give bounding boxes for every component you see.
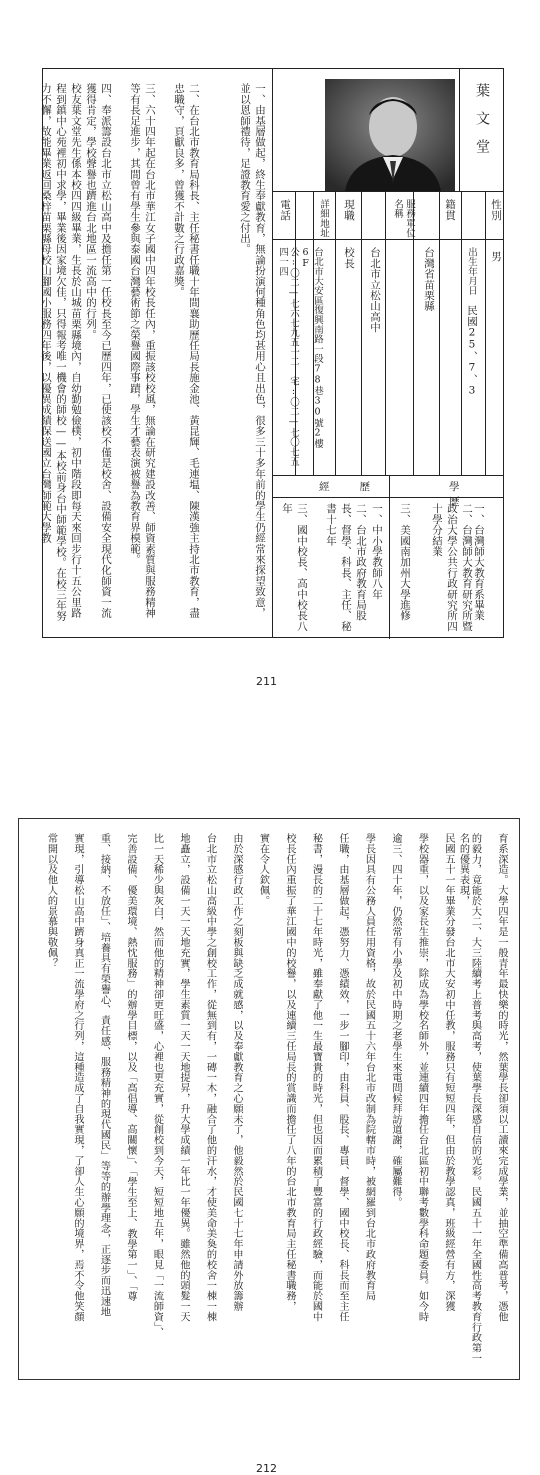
bio-paragraph-1: 一、由基層做起，終生奉獻教育，無論扮演何種角色均甚用心且出色，很多三十多年前的學生仍經常來探望致意，並以恩師禮待，足證教育愛之付出。: [239, 83, 266, 618]
page-number-2: 212: [256, 1462, 277, 1475]
title-label: 現職: [343, 199, 355, 221]
text-column: 台北市立松山高級中學之創校工作，從無到有，一磚一木，融合了他的汗水，才使美命美奐的校舍一棟一棟: [204, 833, 216, 1322]
experience-item-1: 一、中小學教師八年: [371, 503, 383, 600]
text-column: 完善設備、優美環境、熱忱服務」的辦學目標，以及「高倡導、高關懷」、「學生至上、教學第一」、「尊: [125, 833, 136, 1302]
origin-label: 籍貫: [444, 199, 456, 221]
profile-header: [273, 69, 503, 192]
text-column: 實在令人欽佩。: [257, 833, 269, 906]
birth-label: 出生年月日: [466, 247, 477, 296]
experience-label: 經歷: [319, 481, 400, 493]
post-value: 台北市立松山高中: [369, 247, 381, 333]
page-211: [0, 0, 540, 700]
text-column: 學校器重，以及家長生推崇，除成為學校名師外，並連續四年擔任台北區初中聯考數學科命題委員。如今時: [416, 833, 428, 1322]
page-212-text-frame: [18, 818, 520, 1380]
profile-panel: [272, 69, 503, 637]
education-item-2: 二、台灣師大教育研究所暨政治大學公共行政研究所四十學分結業: [431, 503, 473, 632]
text-column: 民國五十一年畢業分發台北市大安初中任教，服務只有短短四年，但由於教學認真，班級經營有方，深獲: [443, 833, 454, 1312]
text-column: 校長任內重振了華江國中的校譽，以及連續三任局長的賞識而擔任了八年的台北市教育局主任秘書職務，: [284, 833, 295, 1312]
phone-label: 電話: [279, 199, 291, 221]
gender-value: 男: [490, 251, 502, 262]
text-column: 地矗立，設備一天一天地充實，學生素質一天一天地提昇，升大學成績一年比一年優異。雖然他的頭髮一天: [178, 833, 189, 1322]
text-column: 重、接納、不放任」、培養具有榮譽心、責任感、服務精神的現代國民」等等的辦學理念，正逐步而迅速地: [98, 833, 110, 1317]
portrait-photo: [325, 79, 455, 191]
bio-paragraph-4: 四、奉派籌設台北市立松山高中及擔任第一任校長至今已歷四年，已使該校不僅是校舍、設備安全現代化師資一流獲得肯定，學校聲譽也躋進台北地區一流高中的行列。: [85, 83, 112, 618]
experience-item-2: 二、台北市政府教育局股長、督學、科長、主任、秘書十七年: [325, 503, 367, 632]
education-item-3: 三、美國南加州大學進修: [399, 503, 411, 621]
profile-fields: [273, 191, 503, 476]
title-value: 校長: [343, 247, 355, 269]
text-column: 逾三、四十年，仍然常有小學及初中時期之老學生來電問候拜訪道謝，確屬難得。: [390, 833, 401, 1208]
text-column: 常開以及他人的景慕與敬佩？: [45, 833, 57, 969]
text-column: 秘書，漫長的二十七年時光，雖奉獻了他一生最寶貴的時光，但也因而累積了豐富的行政經驗，而能於國中: [310, 833, 322, 1322]
biography-panel: [40, 69, 272, 637]
experience-item-3: 三、國中校長、高中校長八年: [281, 503, 308, 632]
bio-paragraph-2: 二、在台北市教育局科長、主任秘書任職十年間襄助歷任局長施金池、黃昆輝、毛連塭、陳漢強主持北市教育，盡忠職守，頁獻良多，曾獲不計數之行政嘉獎。: [173, 83, 200, 618]
page-number: 211: [256, 675, 277, 688]
bio-closing: 校友葉文堂先生係本校四四級畢業，生長於山城苗栗縣境內，自幼勤勉儉樸，初中階段即每天來回步行十五公里路程到鎮中心苑裡初中求學，畢業後因家境欠佳，只得報考唯一機會的師校——本校前身台中師範學校。在校三年努力不懈，故能畢業返回桑梓苗栗縣母校山腳國小服務四年後，以優異成績保送國立台灣師範大學教: [40, 83, 82, 621]
post-label: 服務單位名稱: [392, 199, 415, 238]
portrait-icon: [325, 79, 455, 191]
text-column: 的毅力，竟能於大二、大三陸續考上普考與高考，使葉學長深感自信的光彩。民國五十一年全國性高考教育行政第一名的優異表現，: [457, 833, 481, 1364]
profile-frame: [42, 68, 504, 638]
name-label: 葉文堂: [474, 83, 490, 167]
address-value: 台北市大安區復興南路一段78巷30號2樓6F: [300, 247, 323, 449]
gender-label: 性別: [490, 199, 502, 221]
text-column: 學長因具有公務人員任用資格，故於民國五十六年台北市改制為院轄市時，被網羅到台北市政府教育局: [363, 833, 375, 1301]
name-box: [459, 69, 503, 191]
origin-value: 台灣省苗栗縣: [423, 247, 435, 312]
phone-value: 公:〇二—七六七九五一二 宅:〇二—七〇七五四一四: [277, 247, 299, 467]
bio-paragraph-3: 三、六十四年起在台北市華江女子國中四年校長任內，重振該校校風，無論在研究建設改善、師資素質與服務精神等有長足進步，其間曾有學生參與泰國台灣藝術節之榮譽國際事蹟，學生才藝表演被譽為教育界模範。: [129, 83, 156, 618]
text-column: 育系深造。大學四年是一般青年最快樂的時光，然葉學長卻須以工讀來完成學業，並抽空準備高普考，憑他: [496, 833, 507, 1322]
education-item-1: 一、台灣師大教育系畢業: [473, 503, 485, 621]
text-column: 實現，引導松山高中躋身真正一流學府之行列，這種造成了自我實現，了卻人生心願的境界，焉不令他笑顏: [72, 833, 83, 1322]
birth-value: 民國25、7、3: [466, 305, 478, 397]
education-label: 學歷: [449, 481, 490, 508]
text-column: 任職，由基層做起，憑努力、憑績效，一步一腳印，由科員、股長、專員、督學、國中校長、科長而至主任: [337, 833, 348, 1322]
text-column: 由於深感行政工作之刻板與缺乏成就感，以及奉獻教育之心願未了，他毅然於民國七十七年申請外放籌辦: [231, 833, 242, 1312]
address-label: 詳細地址: [318, 199, 329, 238]
text-column: 比一天稀少與灰白，然而他的精神卻更旺盛，心裡也更充實，從創校到今天，短短地五年，眼見「一流師資」、: [151, 833, 163, 1338]
history-section: [273, 475, 503, 639]
